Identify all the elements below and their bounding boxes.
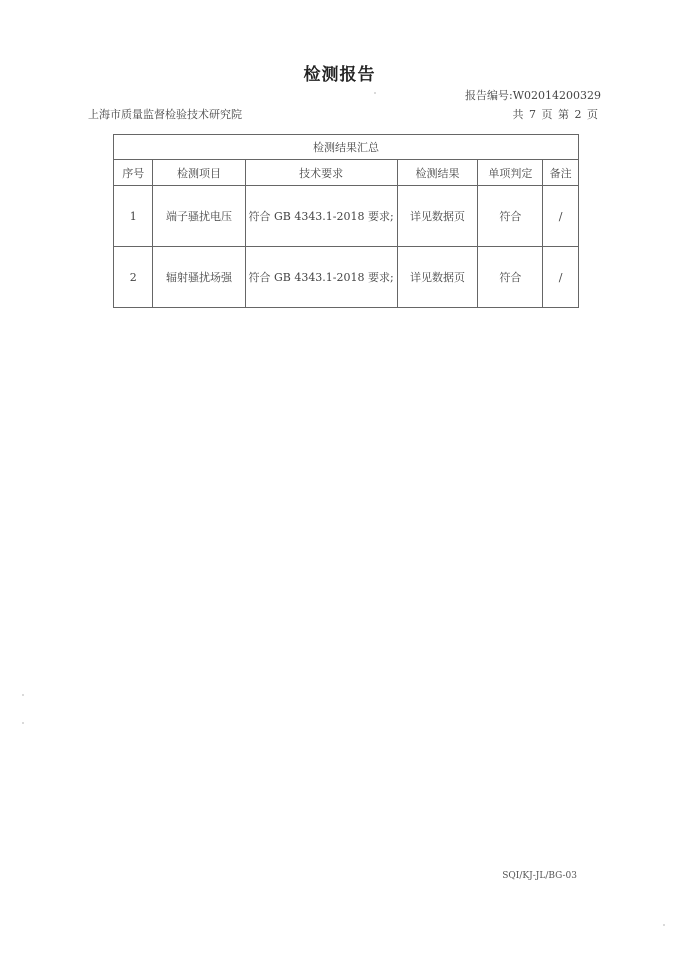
header-no: 序号: [114, 160, 153, 186]
page-current: 2: [574, 108, 582, 121]
table-caption: 检测结果汇总: [114, 135, 579, 160]
table-header-row: [114, 160, 579, 186]
row-result: 详见数据页: [397, 186, 478, 247]
page-total-prefix: 共: [512, 108, 524, 121]
page-current-prefix: 第: [558, 108, 569, 121]
row-requirement: 符合 GB 4343.1-2018 要求;: [245, 186, 397, 247]
scan-speck: [22, 722, 24, 724]
row-item: 辐射骚扰场强: [153, 247, 245, 308]
row-note: /: [543, 247, 579, 308]
form-code: SQI/KJ-JL/BG-03: [502, 871, 577, 881]
page-total-suffix: 页: [541, 108, 553, 121]
scan-speck: [663, 924, 665, 926]
report-number: [465, 87, 601, 103]
page-current-suffix: 页: [587, 108, 598, 121]
row-judgement: 符合: [478, 186, 543, 247]
table-row: [114, 186, 579, 247]
results-summary-table: [113, 134, 579, 308]
header-requirement: 技术要求: [245, 160, 397, 186]
header-note: 备注: [543, 160, 579, 186]
institute-name: 上海市质量监督检验技术研究院: [88, 108, 242, 121]
row-note: /: [543, 186, 579, 247]
scan-speck: [22, 694, 24, 696]
scan-speck: [374, 92, 376, 94]
page-total: 7: [529, 108, 536, 121]
header-judgement: 单项判定: [478, 160, 543, 186]
row-item: 端子骚扰电压: [153, 186, 245, 247]
header-item: 检测项目: [153, 160, 245, 186]
row-no: 2: [114, 247, 153, 308]
page-count: [512, 106, 600, 122]
table-caption-row: [114, 135, 579, 160]
report-number-label: 报告编号:: [464, 89, 513, 102]
report-number-value: W02014200329: [512, 89, 601, 102]
row-no: 1: [114, 186, 153, 247]
header-result: 检测结果: [397, 160, 478, 186]
table-row: [114, 247, 579, 308]
row-result: 详见数据页: [397, 247, 478, 308]
row-judgement: 符合: [478, 247, 543, 308]
row-requirement: 符合 GB 4343.1-2018 要求;: [245, 247, 397, 308]
report-title: 检测报告: [303, 65, 376, 85]
